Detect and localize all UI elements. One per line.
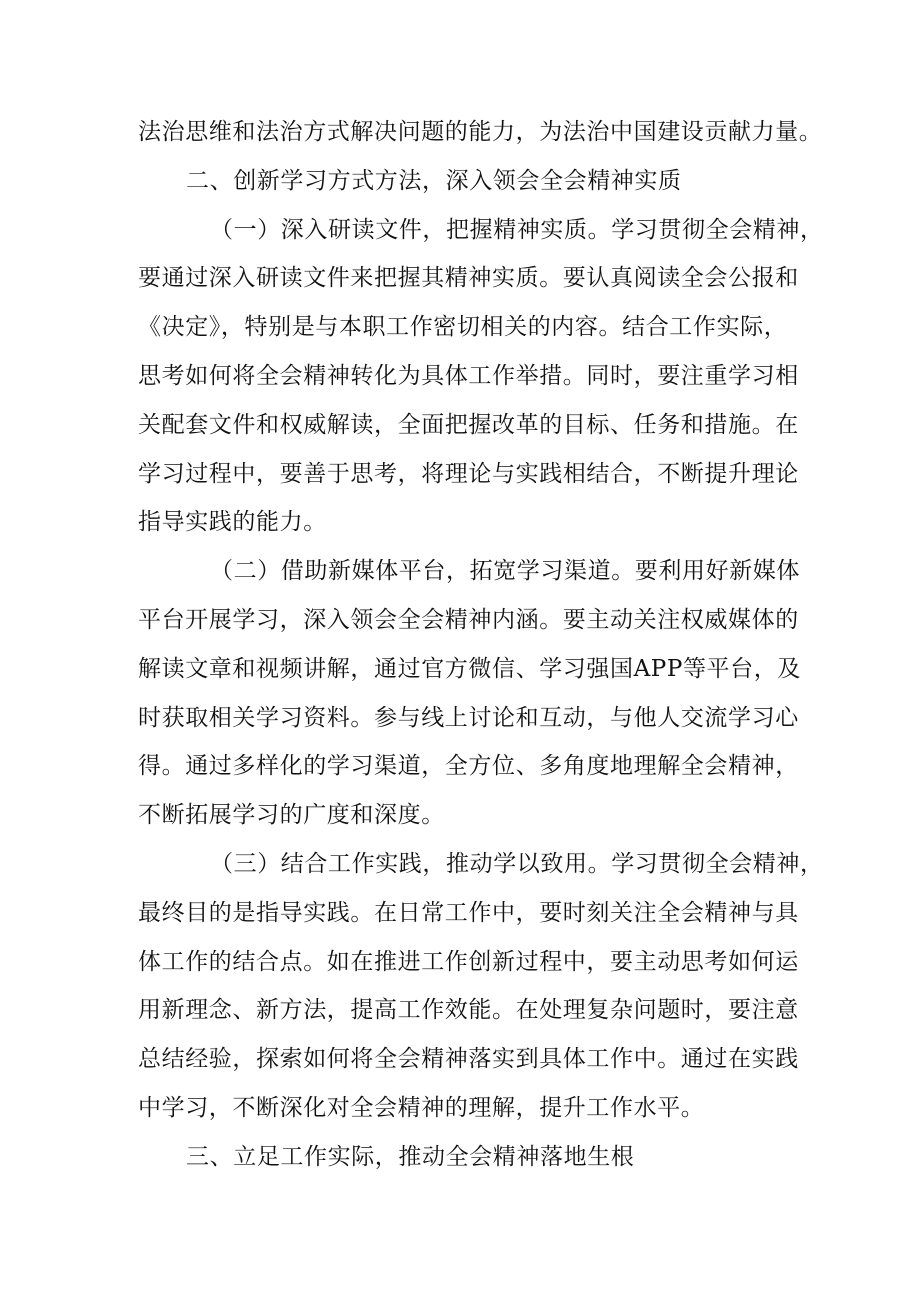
body-text-line: 用新理念、新方法，提高工作效能。在处理复杂问题时，要注意: [138, 997, 799, 1024]
subsection-3-first-line: （三）结合工作实践，推动学以致用。学习贯彻全会精神，: [210, 850, 824, 877]
body-text-line: 《决定》，特别是与本职工作密切相关的内容。结合工作实际，: [138, 314, 788, 341]
body-text-line: 时获取相关学习资料。参与线上讨论和互动，与他人交流学习心: [138, 704, 799, 731]
paragraph-continuation-line: 法治思维和法治方式解决问题的能力，为法治中国建设贡献力量。: [138, 119, 823, 145]
subsection-2-first-line: （二）借助新媒体平台，拓宽学习渠道。要利用好新媒体: [210, 558, 800, 585]
body-text-line: 指导实践的能力。: [138, 509, 327, 536]
body-text-line: 要通过深入研读文件来把握其精神实质。要认真阅读全会公报和: [138, 265, 799, 292]
section-heading-3: 三、立足工作实际，推动全会精神落地生根: [186, 1143, 635, 1170]
body-text-line: 得。通过多样化的学习渠道，全方位、多角度地理解全会精神，: [138, 753, 799, 780]
body-text-line: 最终目的是指导实践。在日常工作中，要时刻关注全会精神与具: [138, 899, 799, 926]
body-text-line: 解读文章和视频讲解，通过官方微信、学习强国APP等平台，及: [138, 655, 801, 682]
body-text-line: 思考如何将全会精神转化为具体工作举措。同时，要注重学习相: [138, 362, 799, 389]
body-text-line: 体工作的结合点。如在推进工作创新过程中，要主动思考如何运: [138, 948, 799, 975]
subsection-1-first-line: （一）深入研读文件，把握精神实质。学习贯彻全会精神，: [210, 216, 824, 243]
body-text-line: 平台开展学习，深入领会全会精神内涵。要主动关注权威媒体的: [138, 606, 799, 633]
body-text-line: 总结经验，探索如何将全会精神落实到具体工作中。通过在实践: [138, 1046, 799, 1073]
body-text-line: 学习过程中，要善于思考，将理论与实践相结合，不断提升理论: [138, 460, 799, 487]
body-text-line: 中学习，不断深化对全会精神的理解，提升工作水平。: [138, 1094, 705, 1121]
document-page: [138, 108, 824, 1182]
body-text-line: 关配套文件和权威解读，全面把握改革的目标、任务和措施。在: [138, 411, 799, 438]
section-heading-2: 二、创新学习方式方法，深入领会全会精神实质: [186, 167, 682, 194]
body-text-line: 不断拓展学习的广度和深度。: [138, 802, 445, 829]
